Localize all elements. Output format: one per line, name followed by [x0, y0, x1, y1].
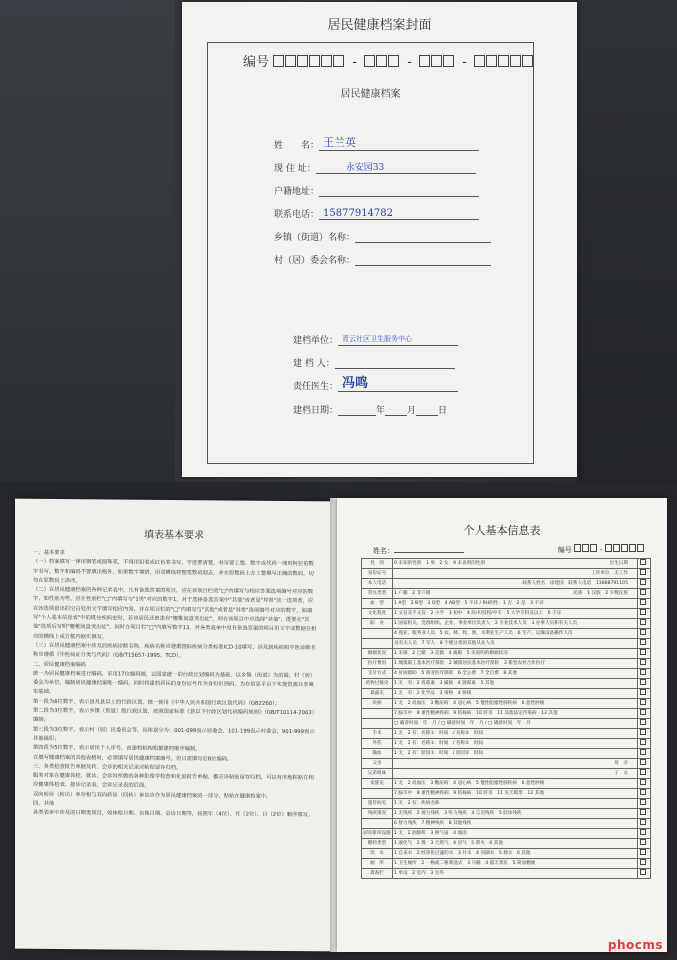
file-number-label: 编号: [243, 55, 270, 70]
row-options: 1 无 2 有：名称① 时间 / 名称② 时间: [393, 729, 638, 739]
row-options: 1 国家机关、党群组织、企业、事业单位负责人 2 专业技术人员 3 办事人员和有关人员: [393, 619, 638, 629]
file-number-row: 编号 - - -: [243, 51, 534, 70]
row-options: 6 智力残疾 7 精神残疾 8 其他残疾: [393, 819, 638, 829]
row-options: 1 液化气 2 煤 3 天然气 4 沼气 5 柴火 6 其他: [393, 839, 638, 849]
row-checkbox[interactable]: [638, 819, 651, 829]
table-row: [362, 759, 651, 769]
row-label: 暴露史: [362, 689, 393, 699]
row-options: 1 无 2 高血压 3 糖尿病 4 冠心病 5 慢性阻塞性肺疾病 6 恶性肿瘤: [393, 699, 638, 709]
row-options: [393, 759, 638, 769]
row-label: 厨房排风设施: [362, 829, 393, 839]
row-checkbox[interactable]: [638, 759, 651, 769]
instruction-paragraph: 服务对象在健康体检、就诊、会诊时所做的各种影像学检查和化验报告单据，都应该粘贴留存归档，可以有序地粘贴在相应健康体检表、接诊记录表、会诊记录表的后面。: [33, 772, 314, 790]
handwritten-address: 永安园33: [345, 163, 385, 173]
row-options: 1 单设 2 室内 3 室外: [393, 869, 638, 879]
field-creator: 建 档 人：: [293, 356, 455, 369]
table-row: [362, 649, 651, 659]
table-row: [362, 769, 651, 779]
table-row: [362, 719, 651, 729]
row-label: [362, 629, 393, 639]
row-checkbox[interactable]: [638, 559, 651, 569]
row-label: 禽畜栏: [362, 869, 393, 879]
table-row: [362, 589, 651, 599]
row-checkbox[interactable]: [638, 649, 651, 659]
field-address: 现 住 址： 永安园33: [274, 161, 476, 174]
table-row: [362, 669, 651, 679]
table-row: [362, 859, 651, 869]
table-row: [362, 849, 651, 859]
handwritten-phone: 15877914782: [323, 208, 394, 219]
row-checkbox[interactable]: [638, 809, 651, 819]
field-phone: 联系电话： 15877914782: [274, 207, 479, 220]
row-checkbox[interactable]: [638, 699, 651, 709]
row-label: 外伤: [362, 739, 393, 749]
row-options: 4 商业、服务业人员 5 农、林、牧、渔、水利业生产人员 6 生产、运输设备操作人员: [393, 629, 638, 639]
row-checkbox[interactable]: [638, 799, 651, 809]
row-checkbox[interactable]: [638, 729, 651, 739]
watermark: phocms: [607, 938, 663, 952]
desk-background-left: [0, 0, 175, 482]
field-doctor: 责任医生： 冯鸣: [293, 379, 458, 392]
row-options: 1 无 2 有：原因① 时间 / 原因② 时间: [393, 749, 638, 759]
instruction-paragraph: 一、基本要求: [33, 549, 65, 557]
row-options: 1 文盲及半文盲 2 小学 3 初中 4 高中/技校/中专 5 大学专科及以上 6 不详: [393, 609, 638, 619]
row-label: [362, 719, 393, 729]
row-label: [362, 819, 393, 829]
cover-subtitle: 居民健康档案: [340, 89, 401, 100]
row-checkbox[interactable]: [638, 659, 651, 669]
row-checkbox[interactable]: [638, 619, 651, 629]
field-name: 姓 名： 王兰英: [274, 138, 479, 151]
instruction-paragraph: 第四段为5位数字，表示居民个人序号，由建档机构根据建档顺序编制。: [33, 745, 201, 753]
table-row: [362, 869, 651, 879]
table-row: [362, 569, 651, 579]
table-row: [362, 829, 651, 839]
table-row: [362, 789, 651, 799]
table-row: [362, 709, 651, 719]
table-row: [362, 619, 651, 629]
row-options: [393, 769, 638, 779]
row-checkbox[interactable]: [638, 829, 651, 839]
row-label: 婚姻状况: [362, 649, 393, 659]
row-label: 燃料类型: [362, 839, 393, 849]
row-checkbox[interactable]: [638, 869, 651, 879]
row-checkbox[interactable]: [638, 609, 651, 619]
field-date: 建档日期： 年 月 日: [293, 403, 447, 416]
row-options: 1 A型 2 B型 3 O型 4 AB型 5 不详 / RH阴性：1 否 2 是 3 不详: [393, 599, 638, 609]
row-label: 饮 水: [362, 849, 393, 859]
cover-title: 居民健康档案封面: [327, 18, 432, 33]
instruction-paragraph: 统一为居民健康档案进行编码，采用17位编码制，以国家统一的行政区划编码为基础，以乡镇（街道）为范围，村（居）委会为单位，编制居民健康档案唯一编码。同时将建档居民的身份证号作为身份识别码，为在信息平台下实现资源共享奠定基础。: [33, 670, 316, 696]
field-township: 乡镇（街道）名称：: [274, 230, 491, 243]
instruction-paragraph: 各类表单中涉及的日期类项目，如体检日期、访视日期、会诊日期等，按照年（4位）、月（2位）、日（2位）顺序填写。: [33, 810, 314, 819]
row-checkbox[interactable]: [638, 669, 651, 679]
row-options: [393, 569, 638, 579]
row-checkbox[interactable]: [638, 849, 651, 859]
row-options: 4 贫困救助 5 商业医疗保险 6 全公费 7 全自费 8 其他: [393, 669, 638, 679]
row-label: 医疗费用: [362, 659, 393, 669]
row-options: 7 脑卒中 8 重性精神疾病 9 结核病 10 肝炎 11 其他法定传染病 12 其他: [393, 709, 638, 719]
table-row: [362, 779, 651, 789]
row-label: 血 型: [362, 599, 393, 609]
handwritten-doctor: 冯鸣: [342, 376, 369, 391]
row-options: 1 户籍 2 非户籍 民族 1 汉族 2 少数民族: [393, 589, 638, 599]
row-label: 手术: [362, 729, 393, 739]
instruction-paragraph: 在填写健康档案的其他表格时，必须填写居民健康档案编号，但只需填写后8位编码。: [33, 754, 233, 763]
row-checkbox[interactable]: [638, 569, 651, 579]
row-options: 1 无 2 有：疾病名称: [393, 799, 638, 809]
row-options: [393, 579, 638, 589]
row-checkbox[interactable]: [638, 789, 651, 799]
row-options: 1 未婚 2 已婚 3 丧偶 4 离婚 5 未说明的婚姻状况: [393, 649, 638, 659]
personal-info-table: [361, 558, 651, 879]
row-options: 1 无 有：2 青霉素 3 磺胺 4 链霉素 5 其他: [393, 679, 638, 689]
row-checkbox[interactable]: [638, 839, 651, 849]
row-checkbox[interactable]: [638, 739, 651, 749]
instruction-paragraph: 三、各类检查报告单据及转、会诊的相关记录应粘贴留存归档。: [33, 763, 182, 771]
row-options: 1 无 有：2 化学品 3 毒物 4 射线: [393, 689, 638, 699]
row-checkbox[interactable]: [638, 859, 651, 869]
table-row: [362, 809, 651, 819]
row-options: 7 脑卒中 8 重性精神疾病 9 结核病 10 肝炎 11 先天畸形 12 其他: [393, 789, 638, 799]
row-label: [362, 709, 393, 719]
row-label: 残疾情况: [362, 809, 393, 819]
row-checkbox[interactable]: [638, 709, 651, 719]
row-extra: 联系人姓名 徐建国 联系人电话 13888791105: [522, 581, 628, 586]
row-checkbox[interactable]: [638, 779, 651, 789]
handwritten-name: 王兰英: [323, 136, 357, 149]
instruction-paragraph: 二、居民健康档案编码: [33, 661, 86, 668]
personal-info-page: [337, 498, 667, 952]
table-row: [362, 559, 651, 569]
row-label: 父亲: [362, 759, 393, 769]
table-row: [362, 739, 651, 749]
table-row: [362, 819, 651, 829]
instruction-paragraph: 第一段为6位数字，表示县及县以上的行政区划，统一使用《中华人民共和国行政区划代码》（GB2260）；: [33, 698, 281, 707]
row-options: 1 卫生厕所 2 一格或二格粪池式 3 马桶 4 露天粪坑 5 简易棚厕: [393, 859, 638, 869]
instruction-paragraph: 第三段为3位数字，表示村（居）民委员会等，具体划分为：001-099表示居委会，101-199表示村委会，901-999表示其他组织；: [33, 726, 315, 742]
row-options: 0 未知的性别 1 男 2 女 9 未说明的性别 出生日期: [393, 559, 638, 569]
row-label: [362, 789, 393, 799]
row-label: [362, 639, 393, 649]
table-row: [362, 729, 651, 739]
row-label: 支付方式: [362, 669, 393, 679]
table-row: [362, 839, 651, 849]
instructions-text: [33, 549, 317, 821]
row-options: □ 确诊时间 年 月 / □ 确诊时间 年 月 / □ 确诊时间 年 月: [393, 719, 638, 729]
row-checkbox[interactable]: [638, 579, 651, 589]
row-checkbox[interactable]: [638, 599, 651, 609]
field-household-address: 户籍地址：: [274, 184, 479, 197]
row-label: 职 业: [362, 619, 393, 629]
row-label: 性 别: [362, 559, 393, 569]
org-stamp: 青云社区卫生服务中心: [342, 335, 413, 343]
row-extra: 子 女: [614, 771, 628, 776]
row-label: 身份证号: [362, 569, 393, 579]
table-row: [362, 659, 651, 669]
personal-info-title: 个人基本信息表: [463, 524, 541, 537]
row-options: 1 无 2 高血压 3 糖尿病 4 冠心病 5 慢性阻塞性肺疾病 6 恶性肿瘤: [393, 779, 638, 789]
row-checkbox[interactable]: [638, 639, 651, 649]
row-label: 兄弟姐妹: [362, 769, 393, 779]
field-village: 村（居）委会名称：: [274, 253, 491, 266]
desk-background-right: [577, 0, 677, 482]
row-options: 1 无残疾 2 视力残疾 3 听力残疾 4 言语残疾 5 肢体残疾: [393, 809, 638, 819]
instructions-title: 填表基本要求: [144, 529, 204, 542]
row-checkbox[interactable]: [638, 679, 651, 689]
instruction-paragraph: （三）在居民健康档案中涉及的疾病诊断名称，疾病名称应遵循国际疾病分类标准ICD-10填写，涉及到疾病和中医诊断名称应遵循《中医病证分类与代码》（GB/T15657-1995，TCD）。: [33, 642, 316, 660]
instructions-page: [15, 499, 333, 952]
row-label: 家族史: [362, 779, 393, 789]
row-label: 厕 所: [362, 859, 393, 869]
row-checkbox[interactable]: [638, 749, 651, 759]
row-extra: 出生日期: [609, 561, 628, 566]
table-row: [362, 629, 651, 639]
instruction-paragraph: （一）档案填写一律用钢笔或圆珠笔，不得用铅笔或红色笔书写。字迹要清楚，书写要工整。数字或代码一律用阿拉伯数字书写。数字和编码不要填出格外，如果数字填错，用双横线将整笔数码划去，并在原数码上方工整填写正确的数码，切勿在原数码上涂改。: [33, 559, 314, 585]
personal-info-name: 姓名：: [373, 544, 464, 556]
row-checkbox[interactable]: [638, 719, 651, 729]
row-label: 文化程度: [362, 609, 393, 619]
table-row: [362, 639, 651, 649]
row-checkbox[interactable]: [638, 689, 651, 699]
row-label: 遗传病史: [362, 799, 393, 809]
cover-sheet: [182, 2, 577, 477]
table-row: [362, 579, 651, 589]
table-row: [362, 699, 651, 709]
personal-info-number: 编号 -: [558, 544, 645, 555]
row-extra: 民族 1 汉族 2 少数民族: [573, 591, 628, 596]
cover-frame: [207, 42, 534, 464]
table-row: [362, 749, 651, 759]
table-row: [362, 609, 651, 619]
row-label: 疾病: [362, 699, 393, 709]
row-options: 及有关人员 7 军人 8 不便分类的其他从业人员: [393, 639, 638, 649]
row-extra: 工作单位 无工作: [591, 571, 628, 576]
row-label: 常住类型: [362, 589, 393, 599]
row-options: 1 城镇职工基本医疗保险 2 城镇居民基本医疗保险 3 新型农村合作医疗: [393, 659, 638, 669]
instruction-paragraph: 第二段为3位数字，表示乡镇（街道）级行政区划，按照国家标准《县以下行政区划代码编码规则》（GB/T10114-2003）编制；: [33, 707, 315, 724]
row-options: 1 自来水 2 经净化过滤的水 3 井水 4 河湖水 5 塘水 6 其他: [393, 849, 638, 859]
row-checkbox[interactable]: [638, 769, 651, 779]
instruction-paragraph: 双向转诊（转出）单存根与双向转诊（回转）单也应作为居民健康档案的一部分，粘贴在健康档案中。: [33, 791, 272, 800]
instruction-paragraph: 四、其他: [33, 800, 55, 807]
row-label: 药物过敏史: [362, 679, 393, 689]
row-options: 1 无 2 有：名称① 时间 / 名称② 时间: [393, 739, 638, 749]
table-row: [362, 799, 651, 809]
row-options: 1 无 2 油烟机 3 换气扇 4 烟囱: [393, 829, 638, 839]
table-row: [362, 679, 651, 689]
table-row: [362, 689, 651, 699]
row-label: 输血: [362, 749, 393, 759]
instruction-paragraph: （二）在居民健康档案的各种记录表中，凡有备选答案的项目，应在该项目栏的"□"内填写与相应答案选项编号对应的数字，如性别为男，应在性别栏"□"内填写与"1男"对应的数字1。对于选择备选答案中"其他"或者是"异常"这一选项者，应在该选项留出的空白处用文字填写相应内容，并在项目栏的"□"内填写与"其他"或者是"异常"选项编号对应的数字，如填写"个人基本信息表"中的既往疾病史时，若该居民还曾患有"腰椎间盘突出症"，则在该项目中应选择"其他"，既要在"其他"选项后写明"腰椎间盘突出症"，同时在项目栏"□"内填写数字13。对各类表单中没有备选答案的项目用文字或数据在相应的横线上或方框内据实填写。: [33, 586, 317, 641]
table-row: [362, 599, 651, 609]
row-extra: 母 亲: [614, 761, 628, 766]
row-checkbox[interactable]: [638, 589, 651, 599]
row-checkbox[interactable]: [638, 629, 651, 639]
field-org: 建档单位： 青云社区卫生服务中心: [293, 333, 458, 346]
row-label: 本人电话: [362, 579, 393, 589]
